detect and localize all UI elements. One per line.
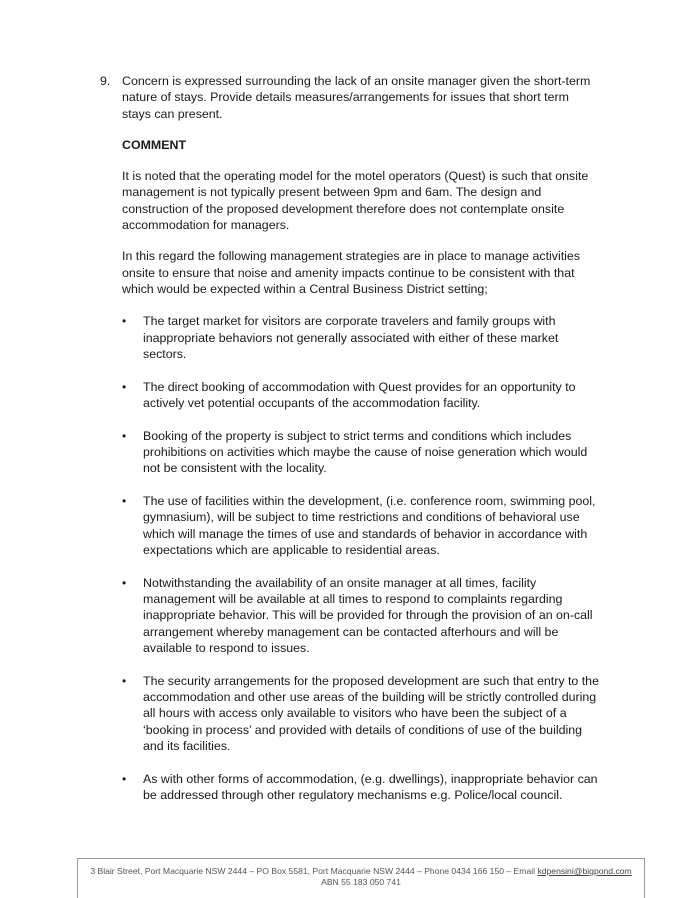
footer-address: 3 Blair Street, Port Macquarie NSW 2444 – PO Box 5581, Port Macquarie NSW 2444 – Phone 0434 166 150 – Email (90, 866, 538, 876)
list-item (122, 428, 600, 477)
item-question: Concern is expressed surrounding the lack of an onsite manager given the short-term nature of stays. Provide details measures/arrangements for issues that short term stays can present. (122, 74, 591, 121)
bullet-icon: • (122, 494, 127, 509)
list-item (122, 379, 600, 412)
paragraph: In this regard the following management strategies are in place to manage activities onsite to ensure that noise and amenity impacts continue to be consistent with that which would be expected within a Central Business District setting; (122, 249, 581, 296)
list-item (122, 771, 600, 804)
list-item-text: The target market for visitors are corporate travelers and family groups with inappropriate behaviors not generally associated with either of these market sectors. (143, 314, 559, 361)
bullet-icon: • (122, 575, 127, 590)
list-item-text: The security arrangements for the proposed development are such that entry to the accommodation and other use areas of the building will be strictly controlled during all hours with access only available to visitors who have been the subject of a ‘booking in process’ and provided with details of conditions of use of the building and its facilities. (143, 673, 599, 753)
bullet-icon: • (122, 673, 127, 688)
list-item (122, 673, 600, 754)
list-item-text: As with other forms of accommodation, (e.g. dwellings), inappropriate behavior can be addressed through other regulatory mechanisms e.g. Police/local council. (143, 771, 598, 803)
list-item (122, 493, 600, 558)
page-footer (77, 858, 645, 898)
footer-abn: ABN 55 183 050 741 (321, 877, 401, 887)
bullet-icon: • (122, 771, 127, 786)
bullet-icon: • (122, 314, 127, 329)
list-item-text: The use of facilities within the development, (i.e. conference room, swimming pool, gymnasium), will be subject to time restrictions and conditions of behavioral use which will manage the times of use and standards of behavior in accordance with expectations which are applicable to residential areas. (143, 494, 596, 558)
item-body (122, 73, 600, 803)
list-item-text: Booking of the property is subject to strict terms and conditions which includes prohibitions on activities which maybe the cause of noise generation which would not be consistent with the locality. (143, 428, 588, 476)
item-number: 9. (100, 74, 111, 88)
footer-contact-line (78, 866, 644, 877)
comment-heading: COMMENT (122, 137, 187, 152)
bullet-icon: • (122, 428, 127, 443)
list-item-text: Notwithstanding the availability of an onsite manager at all times, facility management will be available at all times to respond to complaints regarding inappropriate behavior. This will be provided for through the provision of an on-call arrangement whereby management can be contacted afterhours and will be available to respond to issues. (143, 575, 593, 656)
list-item (122, 313, 600, 362)
footer-email-link[interactable]: kdpensini@bigpond.com (537, 866, 632, 876)
bullet-icon: • (122, 379, 127, 394)
list-item-text: The direct booking of accommodation with Quest provides for an opportunity to actively vet potential occupants of the accommodation facility. (143, 379, 576, 410)
strategy-list (122, 313, 600, 803)
list-item (122, 575, 600, 656)
paragraph: It is noted that the operating model for the motel operators (Quest) is such that onsite management is not typically present between 9pm and 6am. The design and construction of the proposed development therefore does not contemplate onsite accommodation for managers. (122, 169, 589, 233)
